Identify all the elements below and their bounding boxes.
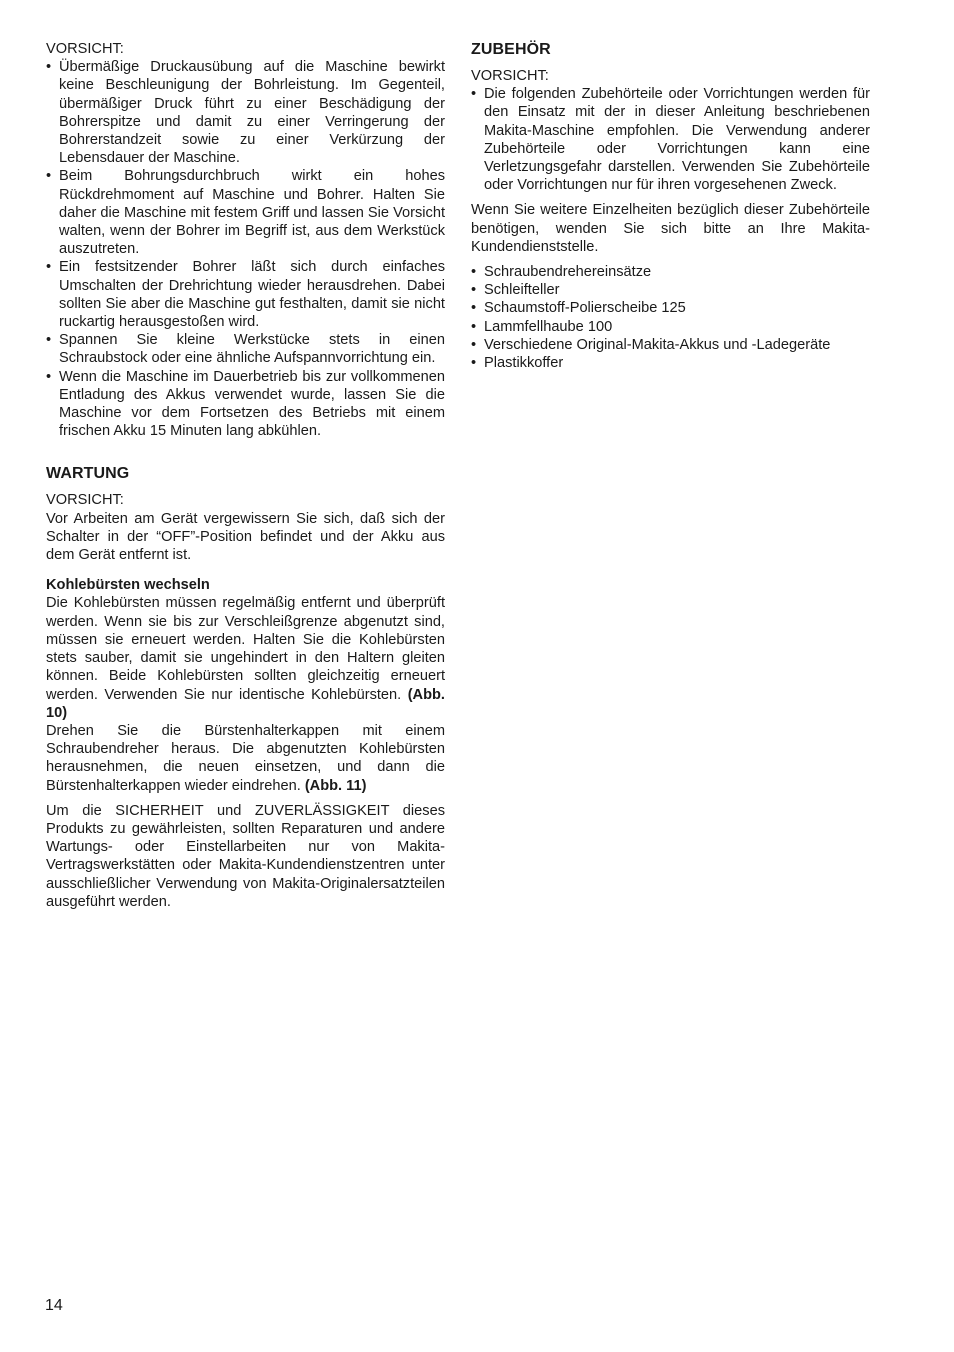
accessory-item: • Schraubendrehereinsätze [471,263,870,281]
accessories-caution-list [471,85,870,194]
caution-item: • Beim Bohrungsdurchbruch wirkt ein hohes Rückdrehmoment auf Maschine und Bohrer. Halten Sie daher die Maschine mit festem Griff und lassen Sie Vorsicht walten, wenn der Bohrer im Begriff ist, aus dem Werkstück auszutreten. [46,167,445,258]
maintenance-caution-text: Vor Arbeiten am Gerät vergewissern Sie sich, daß sich der Schalter in der “OFF”-Position befindet und der Akku aus dem Gerät entfernt ist. [46,510,445,564]
brushes-text-1: Die Kohlebürsten müssen regelmäßig entfernt und überprüft werden. Wenn sie bis zur Verschleißgrenze abgenutzt sind, müssen sie erneuert werden. Halten Sie die Kohlebürsten stets sauber, damit sie ungehindert in den Haltern gleiten können. Beide Kohlebürsten sollten gleichzeitig erneuert werden. Verwenden Sie nur identische Kohlebürsten. [46,595,445,703]
accessory-item: • Schleifteller [471,281,870,299]
accessories-heading: ZUBEHÖR [471,41,551,58]
maintenance-heading: WARTUNG [46,465,130,483]
page-number: 14 [45,1297,63,1314]
figure-ref-10: (Abb. 10) [46,686,445,721]
accessories-caution-label: VORSICHT: [471,68,549,84]
caution-list [46,58,445,440]
caution-label: VORSICHT: [46,41,124,57]
brushes-heading: Kohlebürsten wechseln [46,577,210,594]
right-column [471,40,870,372]
accessory-item: • Verschiedene Original-Makita-Akkus und -Ladegeräte [471,336,870,354]
accessory-item: • Plastikkoffer [471,354,870,372]
safety-paragraph: Um die SICHERHEIT und ZUVERLÄSSIGKEIT dieses Produkts zu gewährleisten, sollten Reparaturen und andere Wartungs- oder Einstellarbeiten nur von Makita-Vertragswerkstätten oder Makita-Kundendienstzentren unter ausschließlicher Verwendung von Makita-Originalersatzteilen ausgeführt werden. [46,802,445,910]
left-column [46,40,445,911]
figure-ref-11: (Abb. 11) [304,777,367,794]
caution-item: • Übermäßige Druckausübung auf die Maschine bewirkt keine Beschleunigung der Bohrleistung. Im Gegenteil, übermäßiger Druck führt zu einer Beschädigung der Bohrerspitze und damit zu einer Verringerung der Bohrerstandzeit sowie zu einer Verkürzung der Lebensdauer der Maschine. [46,58,445,167]
brushes-text-2: Drehen Sie die Bürstenhalterkappen mit einem Schraubendreher heraus. Die abgenutzten Kohlebürsten herausnehmen, die neuen einsetzen, und dann die Bürstenhalterkappen wieder eindrehen. [46,722,445,794]
accessories-caution-item: • Die folgenden Zubehörteile oder Vorrichtungen werden für den Einsatz mit der in dieser Anleitung beschriebenen Makita-Maschine empfohlen. Die Verwendung anderer Zubehörteile oder Vorrichtungen kann eine Verletzungsgefahr darstellen. Verwenden Sie Zubehörteile oder Vorrichtungen nur für ihren vorgesehenen Zweck. [471,85,870,194]
accessories-list [471,263,870,372]
accessories-info-text: Wenn Sie weitere Einzelheiten bezüglich dieser Zubehörteile benötigen, wenden Sie sich bitte an Ihre Makita-Kundendienststelle. [471,202,870,255]
caution-item: • Ein festsitzender Bohrer läßt sich durch einfaches Umschalten der Drehrichtung wieder herausdrehen. Dabei sollten Sie aber die Maschine gut festhalten, damit sie nicht ruckartig herausgestoßen wird. [46,258,445,331]
brushes-paragraph-2 [46,722,445,795]
caution-item: • Spannen Sie kleine Werkstücke stets in einen Schraubstock oder eine ähnliche Aufspannvorrichtung ein. [46,331,445,367]
caution-item: • Wenn die Maschine im Dauerbetrieb bis zur vollkommenen Entladung des Akkus verwendet wurde, lassen Sie die Maschine vor dem Fortsetzen des Betriebs mit einem frischen Akku 15 Minuten lang abkühlen. [46,368,445,441]
maintenance-caution-label: VORSICHT: [46,492,124,509]
brushes-paragraph-1 [46,594,445,721]
accessory-item: • Lammfellhaube 100 [471,318,870,336]
accessory-item: • Schaumstoff-Polierscheibe 125 [471,299,870,317]
